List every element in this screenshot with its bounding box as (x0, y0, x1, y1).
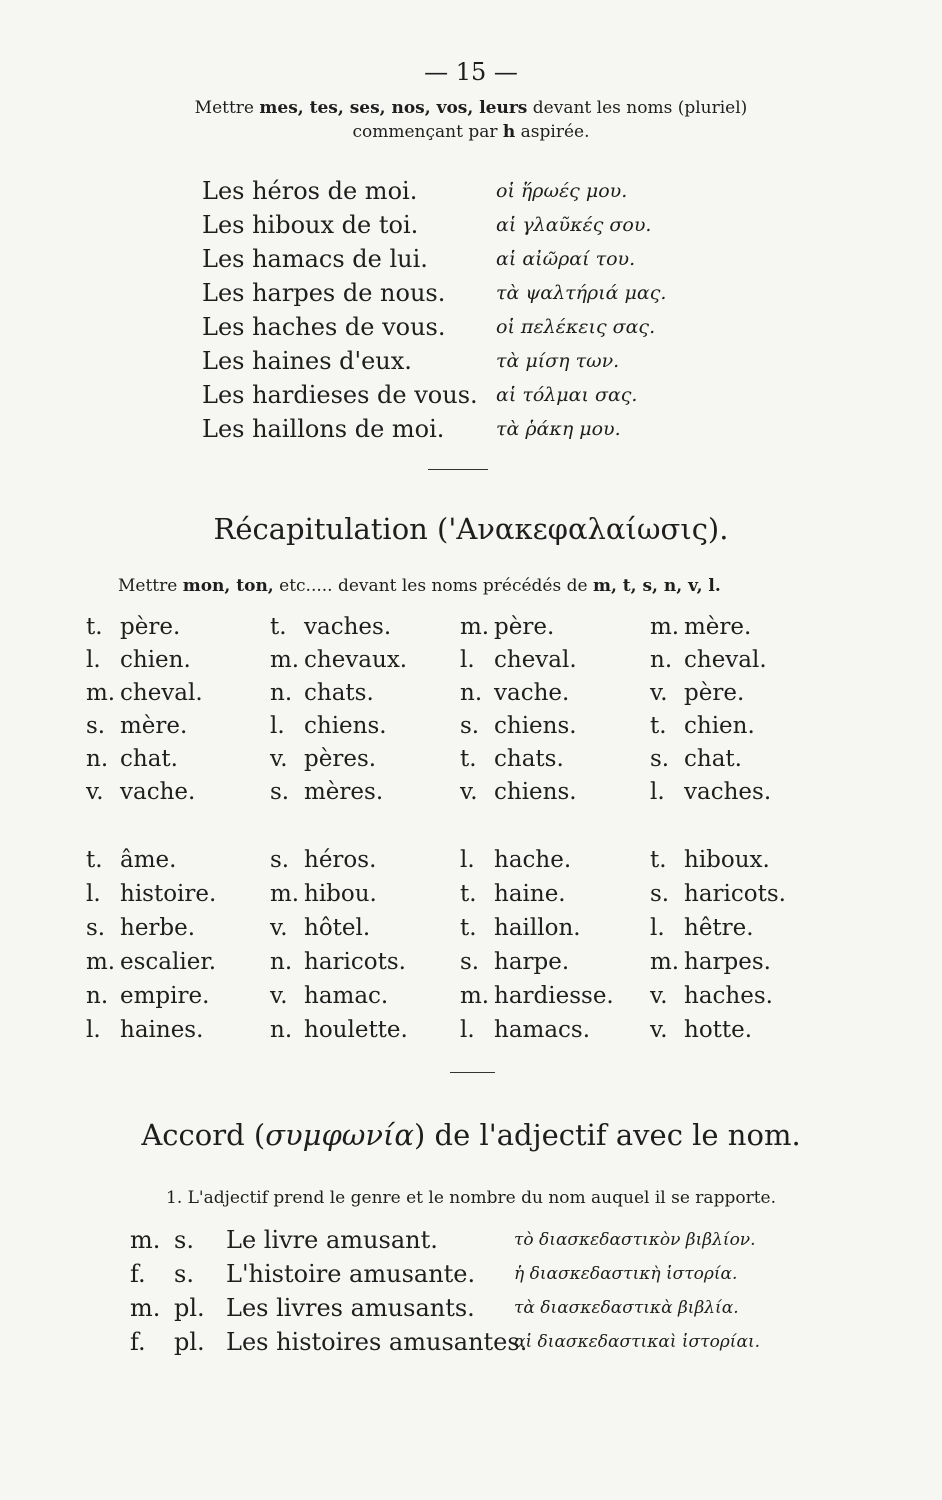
grid-cell (86, 949, 216, 975)
cell-word: chiens. (494, 779, 577, 805)
cell-label: m. (86, 680, 116, 706)
instruction-1-line-2 (0, 122, 942, 142)
cell-label: m. (650, 614, 680, 640)
cell-label: n. (270, 949, 293, 975)
example-number: pl. (174, 1328, 205, 1356)
grid-cell (650, 647, 767, 673)
cell-word: vaches. (684, 779, 772, 805)
grid-cell (86, 1017, 203, 1043)
grid-cell (86, 647, 191, 673)
cell-word: chiens. (494, 713, 577, 739)
grid-cell (270, 614, 391, 640)
cell-label: t. (86, 847, 103, 873)
fr-phrase-6: Les haines d'eux. (202, 347, 412, 375)
cell-label: l. (650, 779, 665, 805)
cell-word: vache. (494, 680, 570, 706)
grid-cell (650, 915, 754, 941)
instruction-2-pre: Mettre (118, 576, 183, 596)
cell-label: m. (460, 614, 490, 640)
cell-label: l. (460, 847, 475, 873)
heading-accord (0, 1118, 942, 1152)
cell-word: haillon. (494, 915, 581, 941)
grid-cell (650, 983, 773, 1009)
grid-cell (270, 647, 407, 673)
cell-label: s. (270, 779, 290, 805)
cell-label: v. (650, 983, 668, 1009)
cell-word: chats. (304, 680, 374, 706)
fr-phrase-7: Les hardieses de vous. (202, 381, 478, 409)
cell-word: héros. (304, 847, 377, 873)
grid-cell (460, 949, 569, 975)
grid-cell (460, 779, 577, 805)
cell-word: chats. (494, 746, 564, 772)
cell-label: n. (86, 746, 109, 772)
cell-word: cheval. (494, 647, 577, 673)
grid-cell (650, 779, 771, 805)
gr-phrase-6: τὰ μίση των. (496, 350, 620, 372)
grid-cell (270, 1017, 408, 1043)
cell-word: escalier. (120, 949, 217, 975)
cell-word: père. (684, 680, 745, 706)
grid-cell (460, 746, 564, 772)
example-gr: ἡ διασκεδαστικὴ ἱστορία. (514, 1264, 738, 1284)
cell-word: haches. (684, 983, 773, 1009)
grid-cell (650, 614, 751, 640)
grid-cell (460, 983, 614, 1009)
cell-word: hamacs. (494, 1017, 591, 1043)
fr-phrase-8: Les haillons de moi. (202, 415, 445, 443)
example-number: pl. (174, 1294, 205, 1322)
example-gender: m. (130, 1294, 161, 1322)
cell-word: haricots. (304, 949, 406, 975)
grid-cell (460, 647, 577, 673)
cell-label: s. (270, 847, 290, 873)
example-gr: αἱ διασκεδαστικαὶ ἱστορίαι. (514, 1332, 761, 1352)
fr-phrase-5: Les haches de vous. (202, 313, 446, 341)
fr-phrase-2: Les hiboux de toi. (202, 211, 419, 239)
cell-label: s. (86, 713, 106, 739)
cell-word: chat. (120, 746, 178, 772)
cell-label: l. (86, 881, 101, 907)
cell-label: t. (460, 746, 477, 772)
grid-cell (270, 983, 388, 1009)
cell-word: houlette. (304, 1017, 408, 1043)
cell-label: t. (650, 713, 667, 739)
grid-cell (650, 746, 742, 772)
instruction-1-pre: Mettre (194, 98, 260, 118)
cell-label: t. (86, 614, 103, 640)
cell-word: harpes. (684, 949, 771, 975)
gr-phrase-3: αἱ αἰῶραί του. (496, 248, 636, 270)
divider-2 (450, 1072, 495, 1073)
cell-word: cheval. (120, 680, 203, 706)
cell-label: l. (460, 1017, 475, 1043)
instruction-2-mid: etc..... devant les noms précédés de (273, 576, 593, 596)
example-fr: Les livres amusants. (226, 1294, 475, 1322)
cell-word: chiens. (304, 713, 387, 739)
cell-word: hiboux. (684, 847, 770, 873)
cell-word: chat. (684, 746, 742, 772)
cell-word: hêtre. (684, 915, 754, 941)
fr-phrase-1: Les héros de moi. (202, 177, 418, 205)
example-gr: τὰ διασκεδαστικὰ βιβλία. (514, 1298, 739, 1318)
grid-cell (460, 881, 566, 907)
grid-cell (86, 779, 195, 805)
cell-label: n. (460, 680, 483, 706)
cell-word: harpe. (494, 949, 570, 975)
cell-label: m. (270, 647, 300, 673)
divider-1 (428, 469, 488, 470)
cell-word: chien. (684, 713, 755, 739)
cell-label: s. (650, 746, 670, 772)
heading-accord-greek: συμφωνία (265, 1118, 414, 1152)
grid-cell (460, 713, 577, 739)
cell-label: s. (460, 949, 480, 975)
cell-word: hotte. (684, 1017, 753, 1043)
cell-label: m. (86, 949, 116, 975)
cell-word: hibou. (304, 881, 377, 907)
instruction-2-letters: m, t, s, n, v, l. (592, 576, 721, 596)
grid-cell (86, 680, 203, 706)
grid-cell (460, 614, 554, 640)
grid-cell (460, 1017, 590, 1043)
cell-word: mère. (120, 713, 188, 739)
cell-word: chevaux. (304, 647, 408, 673)
example-gender: f. (130, 1260, 146, 1288)
cell-word: hôtel. (304, 915, 371, 941)
cell-label: v. (270, 915, 288, 941)
cell-label: v. (270, 746, 288, 772)
cell-word: âme. (120, 847, 177, 873)
grid-cell (270, 881, 377, 907)
cell-label: s. (650, 881, 670, 907)
fr-phrase-3: Les hamacs de lui. (202, 245, 428, 273)
example-number: s. (174, 1226, 194, 1254)
heading-recapitulation: Récapitulation ('Ανακεφαλαίωσις). (213, 512, 729, 546)
gr-phrase-4: τὰ ψαλτήριά μας. (496, 282, 667, 304)
instruction-1-words: mes, tes, ses, nos, vos, leurs (259, 98, 528, 118)
cell-word: haines. (120, 1017, 204, 1043)
cell-label: v. (650, 680, 668, 706)
cell-word: chien. (120, 647, 191, 673)
cell-word: haine. (494, 881, 566, 907)
cell-word: père. (120, 614, 181, 640)
gr-phrase-2: αἱ γλαῦκές σου. (496, 214, 652, 236)
gr-phrase-7: αἱ τόλμαι σας. (496, 384, 638, 406)
grid-cell (270, 915, 370, 941)
cell-word: histoire. (120, 881, 217, 907)
grid-cell (86, 713, 187, 739)
grid-cell (270, 713, 387, 739)
grid-cell (86, 746, 178, 772)
grid-cell (270, 847, 376, 873)
instruction-2 (118, 576, 721, 596)
cell-label: s. (86, 915, 106, 941)
example-gender: m. (130, 1226, 161, 1254)
instruction-1-letter: h (502, 122, 516, 142)
example-fr: L'histoire amusante. (226, 1260, 476, 1288)
grid-cell (86, 983, 209, 1009)
grid-cell (650, 1017, 752, 1043)
cell-word: mères. (304, 779, 384, 805)
cell-word: hardiesse. (494, 983, 614, 1009)
grid-cell (270, 746, 376, 772)
cell-word: vache. (120, 779, 196, 805)
cell-label: n. (270, 680, 293, 706)
cell-label: t. (460, 915, 477, 941)
cell-word: haricots. (684, 881, 786, 907)
fr-phrase-4: Les harpes de nous. (202, 279, 446, 307)
cell-word: cheval. (684, 647, 767, 673)
instruction-1-line2-pre: commençant par (352, 122, 503, 142)
grid-cell (650, 881, 786, 907)
grid-cell (650, 680, 744, 706)
grid-cell (86, 847, 176, 873)
cell-label: v. (86, 779, 104, 805)
cell-label: v. (270, 983, 288, 1009)
cell-word: hamac. (304, 983, 389, 1009)
cell-label: m. (270, 881, 300, 907)
heading-accord-pre: Accord ( (141, 1118, 266, 1152)
instruction-1-line2-post: aspirée. (515, 122, 590, 142)
gr-phrase-5: οἱ πελέκεις σας. (496, 316, 656, 338)
instruction-1-mid: devant les noms (pluriel) (527, 98, 748, 118)
grid-cell (650, 949, 771, 975)
grid-cell (460, 915, 581, 941)
grid-cell (270, 779, 383, 805)
cell-label: t. (650, 847, 667, 873)
grid-cell (650, 847, 770, 873)
grid-cell (650, 713, 755, 739)
grid-cell (270, 680, 374, 706)
gr-phrase-8: τὰ ῥάκη μου. (496, 418, 621, 440)
rule-text: 1. L'adjectif prend le genre et le nombre du nom auquel il se rapporte. (166, 1188, 776, 1208)
cell-word: mère. (684, 614, 752, 640)
grid-cell (86, 915, 195, 941)
grid-cell (86, 614, 180, 640)
grid-cell (460, 847, 571, 873)
heading-accord-post: ) de l'adjectif avec le nom. (414, 1118, 801, 1152)
cell-label: t. (270, 614, 287, 640)
cell-label: m. (460, 983, 490, 1009)
cell-label: n. (650, 647, 673, 673)
cell-label: l. (460, 647, 475, 673)
cell-word: herbe. (120, 915, 196, 941)
example-fr: Le livre amusant. (226, 1226, 438, 1254)
cell-label: n. (86, 983, 109, 1009)
example-gender: f. (130, 1328, 146, 1356)
cell-label: v. (460, 779, 478, 805)
cell-word: pères. (304, 746, 377, 772)
example-fr: Les histoires amusantes. (226, 1328, 528, 1356)
cell-word: vaches. (304, 614, 392, 640)
cell-label: v. (650, 1017, 668, 1043)
grid-cell (270, 949, 406, 975)
gr-phrase-1: οἱ ἥρωές μου. (496, 180, 628, 202)
cell-label: l. (270, 713, 285, 739)
cell-label: l. (86, 1017, 101, 1043)
instruction-1-line-1 (0, 98, 942, 118)
grid-cell (86, 881, 216, 907)
cell-label: l. (650, 915, 665, 941)
example-number: s. (174, 1260, 194, 1288)
example-gr: τὸ διασκεδαστικὸν βιβλίον. (514, 1230, 756, 1250)
cell-label: m. (650, 949, 680, 975)
cell-label: s. (460, 713, 480, 739)
cell-word: empire. (120, 983, 210, 1009)
cell-label: t. (460, 881, 477, 907)
cell-word: père. (494, 614, 555, 640)
cell-label: n. (270, 1017, 293, 1043)
grid-cell (460, 680, 569, 706)
cell-word: hache. (494, 847, 572, 873)
page-number: — 15 — (424, 58, 518, 86)
cell-label: l. (86, 647, 101, 673)
instruction-2-words: mon, ton, (182, 576, 274, 596)
